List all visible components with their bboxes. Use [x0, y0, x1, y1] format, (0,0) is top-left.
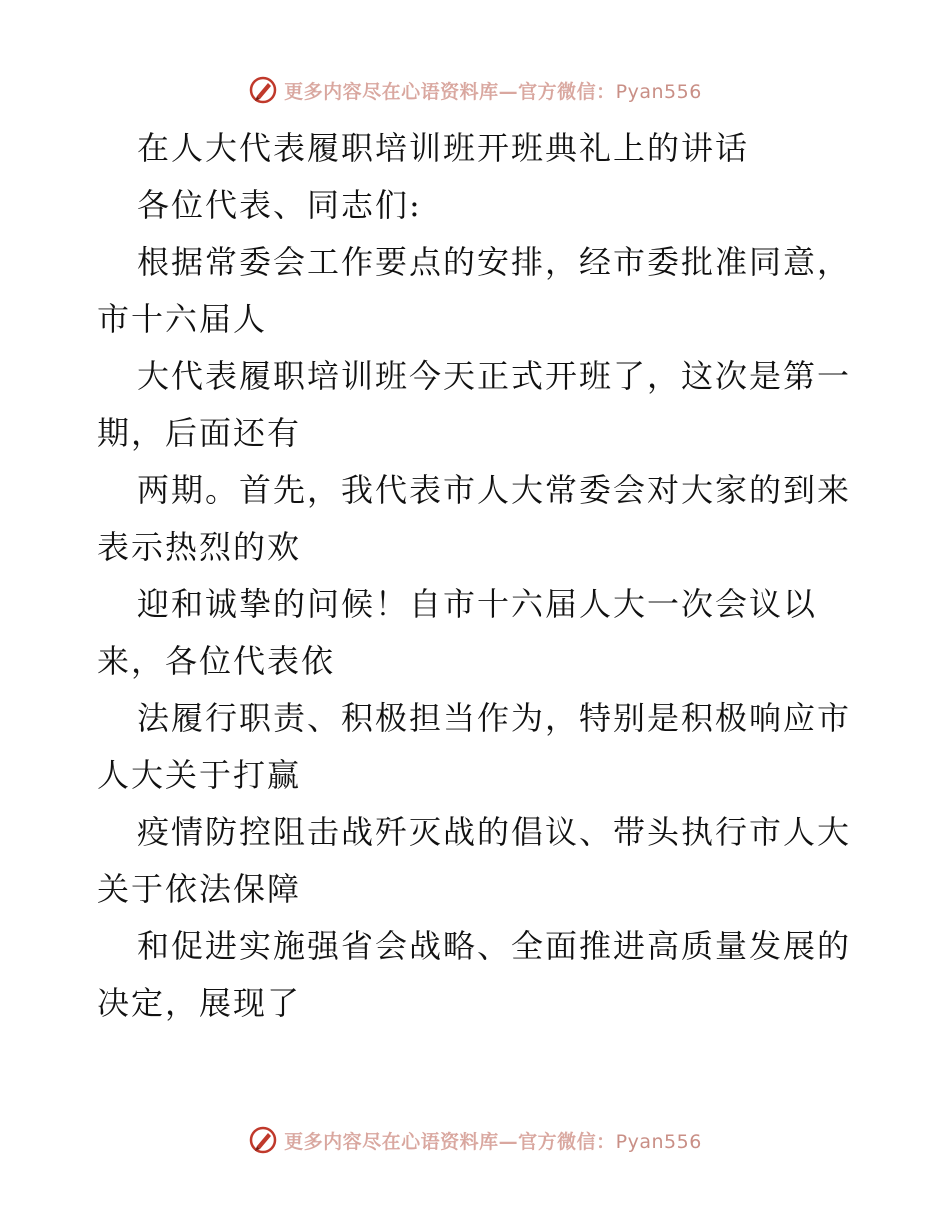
text-line: 关于依法保障: [97, 870, 302, 908]
text-line: 来，各位代表依: [97, 642, 336, 680]
text-line: 疫情防控阻击战歼灭战的倡议、带头执行市人大: [137, 813, 852, 851]
wechat-id: Pyan556: [615, 80, 702, 103]
footer-watermark: [0, 1120, 950, 1160]
text-line: 迎和诚挚的问候！自市十六届人大一次会议以: [137, 585, 818, 623]
text-line: 和促进实施强省会战略、全面推进高质量发展的: [137, 927, 852, 965]
text-line: 根据常委会工作要点的安排，经市委批准同意，: [137, 243, 852, 281]
pen-logo-icon: [248, 75, 278, 105]
wechat-id: Pyan556: [615, 1130, 702, 1153]
watermark-text: 更多内容尽在心语资料库—官方微信：Pyan556: [284, 1130, 702, 1153]
text-line: 法履行职责、积极担当作为，特别是积极响应市: [137, 699, 852, 737]
text-line: 人大关于打赢: [97, 756, 302, 794]
text-line: 两期。首先，我代表市人大常委会对大家的到来: [137, 471, 852, 509]
header-watermark: [0, 70, 950, 110]
watermark-text: 更多内容尽在心语资料库—官方微信：Pyan556: [284, 80, 702, 103]
salutation: 各位代表、同志们:: [137, 186, 422, 224]
document-title: 在人大代表履职培训班开班典礼上的讲话: [137, 129, 750, 167]
text-line: 表示热烈的欢: [97, 528, 302, 566]
text-line: 决定，展现了: [97, 984, 302, 1022]
text-line: 市十六届人: [97, 300, 268, 338]
text-line: 大代表履职培训班今天正式开班了，这次是第一: [137, 357, 852, 395]
text-line: 期，后面还有: [97, 414, 302, 452]
pen-logo-icon: [248, 1125, 278, 1155]
document-body: [97, 120, 857, 1032]
